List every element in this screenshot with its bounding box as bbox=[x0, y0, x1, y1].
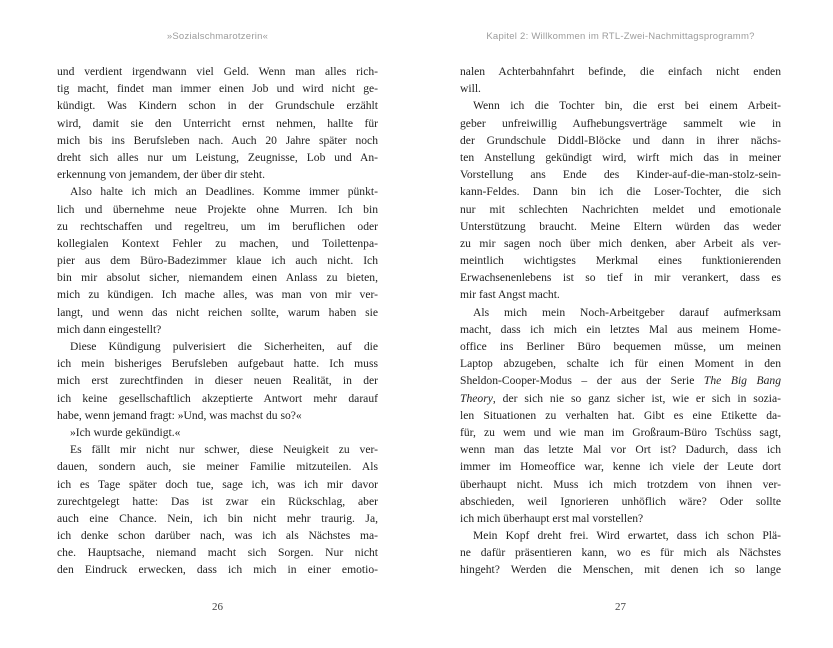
body-text: nalen Achterbahnfahrt befinde, die einfach nicht enden bbox=[460, 65, 781, 78]
body-text: che. Hauptsache, niemand macht sich Sorgen. Nur nicht bbox=[57, 546, 378, 560]
text-line bbox=[460, 149, 781, 166]
text-line bbox=[57, 80, 378, 97]
text-line bbox=[57, 286, 378, 303]
text-line bbox=[460, 166, 781, 183]
body-text: will. bbox=[460, 82, 481, 96]
text-line bbox=[460, 115, 781, 132]
body-text: Mein Kopf dreht frei. Wird erwartet, dass ich schon Plä- bbox=[473, 529, 781, 543]
page-text-right bbox=[460, 63, 781, 579]
body-text: tig macht, findet man immer einen Job und wird nicht ge- bbox=[57, 82, 378, 96]
text-line bbox=[460, 476, 781, 493]
body-text: ich es Tage später doch tue, sage ich, was ich mir davor bbox=[57, 477, 378, 491]
italic-text: Theory bbox=[460, 391, 493, 405]
body-text: habe, wenn jemand fragt: »Und, was machst du so?« bbox=[57, 408, 302, 422]
body-text: nur mit schlechten Nachrichten meldet und emotionale bbox=[460, 202, 781, 216]
body-text: ten Anstellung gekündigt wird, wirft mich das in meiner bbox=[460, 150, 781, 164]
text-line bbox=[57, 561, 378, 578]
text-line bbox=[57, 63, 378, 80]
body-text: mir fast Angst macht. bbox=[460, 288, 560, 302]
text-line bbox=[57, 527, 378, 544]
text-line bbox=[57, 458, 378, 475]
left-page bbox=[57, 0, 378, 648]
body-text: »Ich wurde gekündigt.« bbox=[70, 425, 181, 439]
body-text: zu rechtschaffen und regeltreu, um im beruflichen oder bbox=[57, 219, 378, 233]
text-line bbox=[460, 252, 781, 269]
text-line bbox=[57, 149, 378, 166]
text-line bbox=[460, 527, 781, 544]
body-text: Laptop abzugeben, schalte ich für einen Moment in den bbox=[460, 357, 781, 371]
body-text: den Eindruck erwecken, dass ich mich in einer emotio- bbox=[57, 563, 378, 577]
body-text: immer im Homeoffice war, kenne ich viele der Leute dort bbox=[460, 460, 781, 474]
body-text: kann-Feldes. Dann bin ich die Loser-Tochter, die sich bbox=[460, 185, 781, 199]
body-text: lich und übernehme neue Projekte ohne Murren. Ich bin bbox=[57, 202, 378, 216]
text-line bbox=[460, 493, 781, 510]
body-text: Unterstützung braucht. Meine Eltern würden das weder bbox=[460, 219, 781, 233]
body-text: langt, und wenn das nicht reichen sollte, warum haben sie bbox=[57, 305, 378, 319]
text-line bbox=[460, 355, 781, 372]
body-text: ich mein bisheriges Berufsleben aufgebaut hatte. Ich muss bbox=[57, 357, 378, 371]
text-line bbox=[460, 132, 781, 149]
text-line bbox=[57, 441, 378, 458]
body-text: geber unfreiwillig Aufhebungsverträge sammelt wie in bbox=[460, 116, 781, 130]
body-text: und verdient irgendwann viel Geld. Wenn man alles rich- bbox=[57, 65, 378, 78]
body-text: auch eine Chance. Nein, ich bin nicht mehr traurig. Ja, bbox=[57, 511, 378, 525]
text-line bbox=[57, 218, 378, 235]
body-text: mich bis ins Berufsleben nach. Auch 20 Jahre später noch bbox=[57, 133, 378, 147]
italic-text: The Big Bang bbox=[703, 374, 781, 388]
body-text: ich mich überhaupt erst mal vorstellen? bbox=[460, 511, 644, 525]
body-text: Diese Kündigung pulverisiert die Sicherheiten, auf die bbox=[70, 340, 378, 353]
body-text: ne dafür präsentieren kann, wo es für mich als Nächstes bbox=[460, 546, 781, 560]
body-text: Also halte ich mich an Deadlines. Komme immer pünkt- bbox=[70, 185, 378, 199]
page-text-left bbox=[57, 63, 378, 579]
text-line bbox=[460, 80, 781, 97]
body-text: dauen, sondern auch, sie meiner Familie mitzuteilen. Als bbox=[57, 460, 378, 474]
text-line bbox=[57, 201, 378, 218]
body-text: zu mir sagen noch über mich denken, aber Arbeit als ver- bbox=[460, 236, 781, 250]
body-text: meintlich wichtigstes Merkmal eines funktionierenden bbox=[460, 254, 781, 268]
text-line bbox=[57, 235, 378, 252]
body-text: pier aus dem Büro-Badezimmer klaue ich auch nicht. Ich bbox=[57, 254, 378, 268]
body-text: office ins Berliner Büro bequemen müsse, um meinen bbox=[460, 340, 781, 353]
body-text: wird, damit sie den Unterricht ernst nehmen, hallte für bbox=[57, 116, 378, 130]
page-number-right: 27 bbox=[615, 601, 626, 613]
text-line bbox=[460, 390, 781, 407]
text-line bbox=[57, 132, 378, 149]
right-page bbox=[460, 0, 781, 648]
text-line bbox=[57, 97, 378, 114]
text-line bbox=[460, 304, 781, 321]
text-line bbox=[460, 458, 781, 475]
body-text: ich keine gesellschaftlich akzeptierte Antwort mehr darauf bbox=[57, 391, 378, 405]
text-line bbox=[57, 493, 378, 510]
body-text: mich erst zurechtfinden in dieser neuen Realität, in der bbox=[57, 374, 378, 388]
body-text: überhaupt nicht. Muss ich mich trotzdem von ihnen ver- bbox=[460, 477, 781, 491]
body-text: Als mich mein Noch-Arbeitgeber darauf aufmerksam bbox=[473, 305, 781, 319]
text-line bbox=[57, 424, 378, 441]
body-text: Erwachsenenlebens ist so tief in mir verankert, dass es bbox=[460, 271, 781, 285]
text-line bbox=[57, 321, 378, 338]
body-text: wenn man das letzte Mal vor Ort ist? Dadurch, dass ich bbox=[460, 443, 781, 457]
text-line bbox=[57, 355, 378, 372]
text-line bbox=[460, 407, 781, 424]
running-header-right: Kapitel 2: Willkommen im RTL-Zwei-Nachmittagsprogramm? bbox=[486, 31, 755, 42]
text-line bbox=[460, 372, 781, 389]
text-line bbox=[460, 544, 781, 561]
text-line bbox=[57, 338, 378, 355]
text-line bbox=[460, 183, 781, 200]
body-text: , der sich nie so ganz sicher ist, wie er sich in sozia- bbox=[492, 391, 781, 405]
text-line bbox=[57, 544, 378, 561]
text-line bbox=[57, 166, 378, 183]
text-line bbox=[57, 269, 378, 286]
text-line bbox=[460, 63, 781, 80]
text-line bbox=[57, 510, 378, 527]
body-text: macht, dass ich mich ein letztes Mal aus meinem Home- bbox=[460, 322, 781, 336]
text-line bbox=[57, 476, 378, 493]
text-line bbox=[460, 510, 781, 527]
text-line bbox=[57, 115, 378, 132]
text-line bbox=[460, 201, 781, 218]
text-line bbox=[460, 321, 781, 338]
body-text: kollegialen Kontext Fehler zu machen, und Toilettenpa- bbox=[57, 236, 378, 250]
body-text: der Grundschule Diddl-Blöcke und dann in ihrer nächs- bbox=[460, 133, 781, 147]
text-line bbox=[460, 561, 781, 578]
text-line bbox=[460, 441, 781, 458]
body-text: hingeht? Werden die Menschen, mit denen ich so lange bbox=[460, 563, 781, 577]
body-text: bin mir absolut sicher, niemandem einen Anlass zu bieten, bbox=[57, 271, 378, 285]
body-text: dreht sich alles nur um Leistung, Zeugnisse, Lob und An- bbox=[57, 150, 378, 164]
text-line bbox=[460, 338, 781, 355]
text-line bbox=[460, 424, 781, 441]
text-line bbox=[460, 286, 781, 303]
body-text: Sheldon-Cooper-Modus – der aus der Serie bbox=[460, 374, 704, 388]
text-line bbox=[57, 183, 378, 200]
body-text: zurechtgelegt hatte: Das ist zwar ein Rückschlag, aber bbox=[57, 494, 378, 508]
text-line bbox=[460, 235, 781, 252]
text-line bbox=[57, 390, 378, 407]
body-text: Vorstellung ans Ende des Kinder-auf-die-man-stolz-sein- bbox=[460, 168, 781, 182]
body-text: ich denke schon darüber nach, was ich als Nächstes ma- bbox=[57, 529, 378, 543]
body-text: mich zu kündigen. Ich mache alles, was man von mir ver- bbox=[57, 288, 378, 302]
text-line bbox=[57, 304, 378, 321]
body-text: mich dann eingestellt? bbox=[57, 322, 162, 336]
text-line bbox=[57, 372, 378, 389]
body-text: erkennung von jemandem, der über dir steht. bbox=[57, 168, 265, 182]
running-header-left: »Sozialschmarotzerin« bbox=[166, 31, 269, 42]
body-text: Es fällt mir nicht nur schwer, diese Neuigkeit zu ver- bbox=[70, 443, 378, 457]
text-line bbox=[57, 407, 378, 424]
body-text: Wenn ich die Tochter bin, die erst bei einem Arbeit- bbox=[473, 99, 781, 113]
text-line bbox=[460, 269, 781, 286]
body-text: abschieden, weil Ignorieren unhöflich wäre? Oder sollte bbox=[460, 494, 781, 508]
body-text: len Situationen zu verhalten hat. Gibt es eine Etikette da- bbox=[460, 408, 781, 422]
body-text: kündigt. Was Kindern schon in der Grundschule erzählt bbox=[57, 99, 378, 113]
body-text: für, zu wem und wie man im Großraum-Büro Tschüss sagt, bbox=[460, 425, 781, 439]
page-number-left: 26 bbox=[212, 601, 223, 613]
text-line bbox=[460, 97, 781, 114]
text-line bbox=[460, 218, 781, 235]
text-line bbox=[57, 252, 378, 269]
